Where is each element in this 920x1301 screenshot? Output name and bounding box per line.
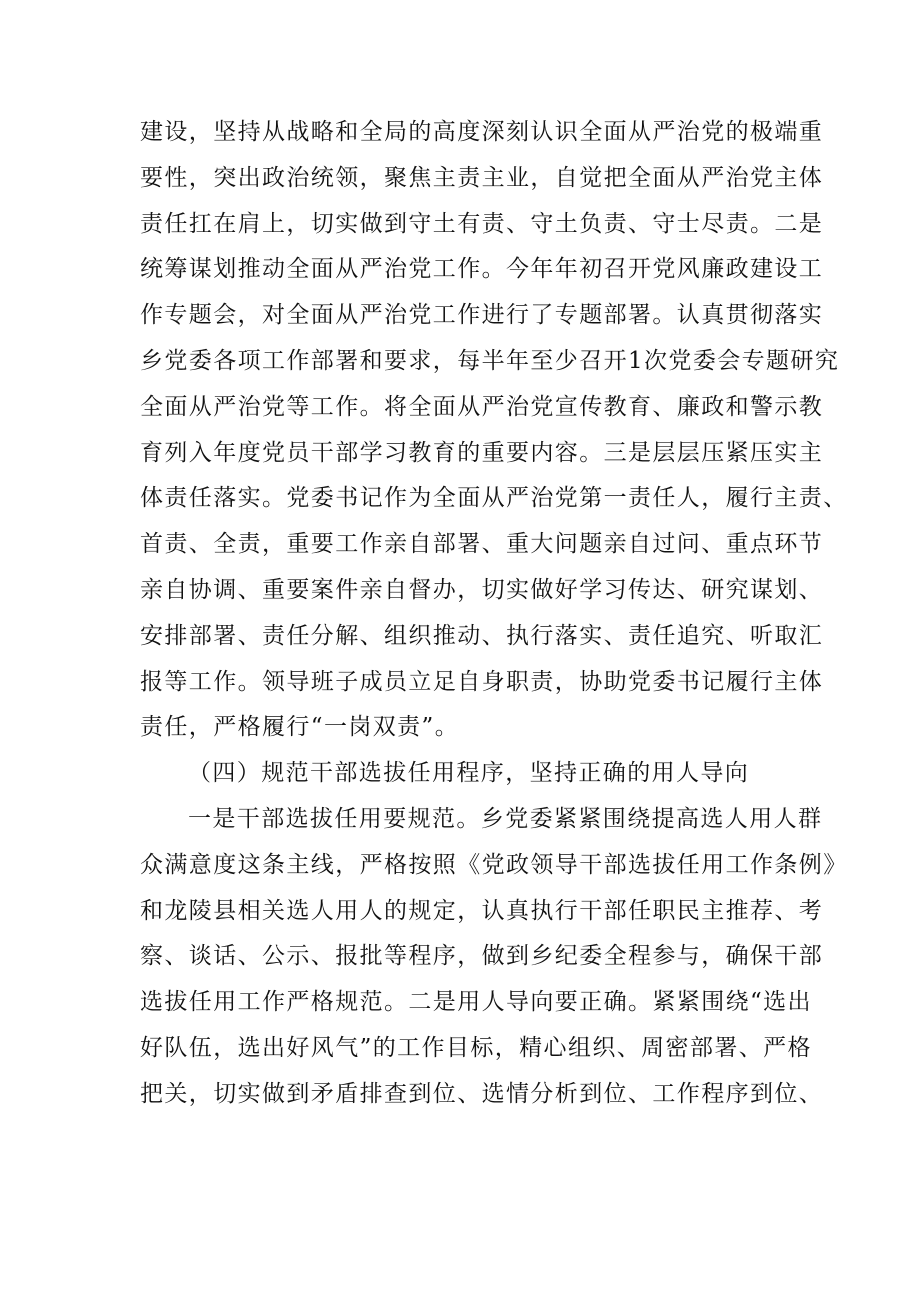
paragraph-1-line: 乡党委各项工作部署和要求，每半年至少召开1次党委会专题研究 — [140, 347, 840, 374]
paragraph-1-line: 安排部署、责任分解、组织推动、执行落实、责任追究、听取汇 — [140, 622, 824, 649]
paragraph-2-line: 好队伍，选出好风气”的工作目标，精心组织、周密部署、严格 — [140, 1034, 812, 1061]
paragraph-1-line: 亲自协调、重要案件亲自督办，切实做好学习传达、研究谋划、 — [140, 576, 824, 603]
paragraph-2-line: 一是干部选拔任用要规范。乡党委紧紧围绕提高选人用人群 — [188, 805, 823, 832]
paragraph-1-line: 体责任落实。党委书记作为全面从严治党第一责任人，履行主责、 — [140, 485, 848, 512]
paragraph-1-line: 责任，严格履行“一岗双责”。 — [140, 714, 460, 741]
paragraph-1-line: 育列入年度党员干部学习教育的重要内容。三是层层压紧压实主 — [140, 439, 824, 466]
paragraph-2-line: 把关，切实做到矛盾排查到位、选情分析到位、工作程序到位、 — [140, 1080, 824, 1107]
paragraph-2-line: 选拔任用工作严格规范。二是用人导向要正确。紧紧围绕“选出 — [140, 989, 812, 1016]
paragraph-1-line: 作专题会，对全面从严治党工作进行了专题部署。认真贯彻落实 — [140, 302, 824, 329]
section-heading: （四）规范干部选拔任用程序，坚持正确的用人导向 — [188, 760, 750, 787]
paragraph-1-line: 首责、全责，重要工作亲自部署、重大问题亲自过问、重点环节 — [140, 531, 824, 558]
paragraph-1-line: 要性，突出政治统领，聚焦主责主业，自觉把全面从严治党主体 — [140, 164, 824, 191]
paragraph-2-line: 众满意度这条主线，严格按照《党政领导干部选拔任用工作条例》 — [140, 851, 848, 878]
paragraph-1-line: 建设，坚持从战略和全局的高度深刻认识全面从严治党的极端重 — [140, 119, 824, 145]
document-body — [140, 110, 848, 1118]
paragraph-2-line: 和龙陵县相关选人用人的规定，认真执行干部任职民主推荐、考 — [140, 897, 824, 924]
paragraph-1-line: 责任扛在肩上，切实做到守土有责、守土负责、守士尽责。二是 — [140, 210, 824, 237]
paragraph-1-line: 全面从严治党等工作。将全面从严治党宣传教育、廉政和警示教 — [140, 393, 824, 420]
paragraph-1-line: 报等工作。领导班子成员立足自身职责，协助党委书记履行主体 — [140, 668, 824, 695]
paragraph-2-line: 察、谈话、公示、报批等程序，做到乡纪委全程参与，确保干部 — [140, 943, 824, 970]
paragraph-1-line: 统筹谋划推动全面从严治党工作。今年年初召开党风廉政建设工 — [140, 256, 824, 283]
